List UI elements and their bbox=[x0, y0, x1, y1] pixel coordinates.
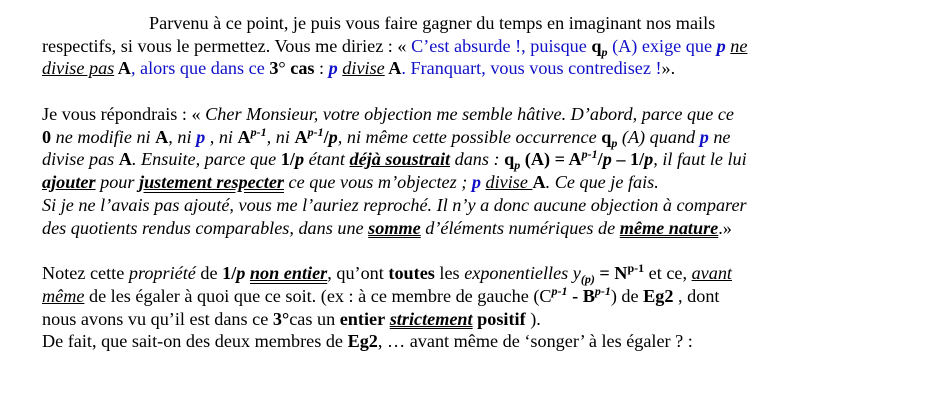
bold-text: entier bbox=[339, 308, 386, 329]
paragraph-2-line-6 bbox=[42, 217, 922, 240]
math-exponent: p-1 bbox=[581, 147, 598, 162]
text-run: les bbox=[434, 263, 465, 284]
math-p: p bbox=[716, 35, 726, 56]
math-A: A bbox=[237, 126, 251, 147]
paragraph-3-line-1 bbox=[42, 262, 922, 285]
math-formula: - B bbox=[567, 285, 595, 306]
italic-text: dans : bbox=[450, 149, 505, 170]
text-run: De fait, que sait-on des deux membres de bbox=[42, 331, 348, 352]
emphasis-text: déjà soustrait bbox=[349, 149, 451, 170]
italic-text: des quotients rendus comparables, dans une bbox=[42, 217, 369, 238]
math-exponent: p-1 bbox=[594, 283, 611, 298]
text-run: respectifs, si vous le permettez. Vous me diriez : « bbox=[42, 35, 412, 56]
paragraph-2-line-1 bbox=[42, 103, 922, 126]
italic-text: , ni bbox=[168, 126, 197, 147]
paragraph-3-line-2 bbox=[42, 285, 922, 308]
math-A: A bbox=[118, 149, 132, 170]
text-run: nous avons vu qu’il est dans ce bbox=[42, 308, 273, 329]
text-run: ° bbox=[278, 58, 291, 79]
math-one: 1 bbox=[222, 263, 232, 284]
italic-text: Cher Monsieur, votre objection me semble hâtive. D’abord, parce que ce bbox=[205, 104, 734, 125]
math-formula: – 1/ bbox=[611, 149, 645, 170]
math-p: p bbox=[514, 158, 521, 173]
math-exponent: p-1 bbox=[627, 261, 645, 276]
emphasis-text: même bbox=[42, 285, 85, 306]
italic-text: Si je ne l’avais pas ajouté, vous me l’auriez reproché. Il n’y a donc aucune objection à comparer bbox=[42, 194, 747, 215]
emphasis-text: ne bbox=[730, 35, 748, 56]
math-p: p bbox=[611, 135, 618, 150]
math-slash: / bbox=[231, 263, 237, 284]
text-run: ) de bbox=[610, 285, 644, 306]
italic-text: exponentielles y bbox=[464, 263, 581, 284]
math-A: A bbox=[114, 58, 131, 79]
math-p: p bbox=[601, 44, 608, 59]
italic-text: ne bbox=[708, 126, 731, 147]
paragraph-gap bbox=[42, 239, 922, 262]
text-run: .» bbox=[718, 217, 732, 238]
bold-text: positif bbox=[477, 308, 526, 329]
italic-text: d’éléments numériques de bbox=[420, 217, 620, 238]
math-slash: / bbox=[597, 149, 603, 170]
italic-text: , ni même cette possible occurrence bbox=[337, 126, 602, 147]
text-run: , qu’ont bbox=[327, 263, 389, 284]
text-run: de les égaler à quoi que ce soit. (ex : à ce membre de gauche (C bbox=[84, 285, 552, 306]
paragraph-1-line-1 bbox=[42, 12, 922, 35]
text-run: Je vous répondrais : « bbox=[42, 104, 206, 125]
text-run: , … avant même de ‘songer’ à les égaler ? : bbox=[377, 331, 693, 352]
text-run: Parvenu à ce point, je puis vous faire gagner du temps en imaginant nos mails bbox=[149, 13, 716, 33]
math-one: 1 bbox=[280, 149, 290, 170]
math-A: A bbox=[384, 58, 402, 79]
math-exponent: p-1 bbox=[250, 124, 267, 139]
emphasis-text: divise bbox=[485, 172, 533, 193]
text-run: : bbox=[314, 58, 329, 79]
math-A: A bbox=[294, 126, 308, 147]
quote-text: , alors que dans ce bbox=[130, 58, 270, 79]
text-run: cas un bbox=[289, 308, 340, 329]
paragraph-3-line-4 bbox=[42, 330, 922, 353]
emphasis-text: ajouter bbox=[42, 172, 96, 193]
math-q: q bbox=[504, 149, 515, 170]
math-p: p bbox=[602, 149, 612, 170]
emphasis-text: divise pas bbox=[42, 58, 115, 79]
math-subscript: (p) bbox=[580, 272, 595, 287]
emphasis-text: justement respecter bbox=[139, 172, 284, 193]
text-run: et ce, bbox=[644, 263, 692, 284]
paragraph-2-line-2 bbox=[42, 126, 922, 149]
math-q: q bbox=[591, 35, 602, 56]
text-run: ». bbox=[661, 58, 676, 79]
italic-text: (A) quand bbox=[617, 126, 700, 147]
emphasis-text: non entier bbox=[249, 263, 328, 284]
emphasis-text: strictement bbox=[389, 308, 473, 329]
emphasis-text: avant bbox=[691, 263, 732, 284]
math-p: p bbox=[196, 126, 206, 147]
italic-text: , ni bbox=[205, 126, 238, 147]
paragraph-3-line-3 bbox=[42, 308, 922, 331]
paragraph-1-line-2 bbox=[42, 35, 922, 58]
math-q: q bbox=[601, 126, 612, 147]
bold-text: toutes bbox=[388, 263, 435, 284]
emphasis-text: même nature bbox=[619, 217, 719, 238]
quote-text: C’est absurde !, puisque bbox=[411, 35, 592, 56]
italic-text: , ni bbox=[266, 126, 295, 147]
paragraph-1-line-3 bbox=[42, 57, 922, 80]
italic-text: ne modifie ni bbox=[51, 126, 156, 147]
math-p: p bbox=[328, 126, 338, 147]
math-formula: (A) = A bbox=[520, 149, 582, 170]
paragraph-2-line-3 bbox=[42, 148, 922, 171]
math-zero: 0 bbox=[42, 126, 52, 147]
italic-text: , il faut le lui bbox=[653, 149, 747, 170]
italic-text: . Ce que je fais. bbox=[545, 172, 659, 193]
text-run: ). bbox=[525, 308, 541, 329]
math-p: p bbox=[328, 58, 338, 79]
text-run: , dont bbox=[673, 285, 720, 306]
italic-text: ce que vous m’objectez ; bbox=[284, 172, 472, 193]
quote-text: . Franquart, vous vous contredisez ! bbox=[401, 58, 662, 79]
paragraph-gap bbox=[42, 80, 922, 103]
math-p: p bbox=[236, 263, 246, 284]
math-slash: / bbox=[323, 126, 329, 147]
emphasis-text: divise bbox=[342, 58, 385, 79]
paragraph-2-line-4 bbox=[42, 171, 922, 194]
case-label: cas bbox=[290, 58, 315, 79]
italic-text: . Ensuite, parce que bbox=[131, 149, 281, 170]
math-p: p bbox=[644, 149, 654, 170]
math-p: p bbox=[699, 126, 709, 147]
math-p: p bbox=[471, 172, 481, 193]
math-exponent: p-1 bbox=[307, 124, 324, 139]
case-number: 3° bbox=[272, 308, 290, 329]
case-number: 3 bbox=[269, 58, 279, 79]
italic-text: étant bbox=[304, 149, 350, 170]
math-exponent: p-1 bbox=[551, 283, 568, 298]
math-formula: = N bbox=[594, 263, 628, 284]
text-run: de bbox=[195, 263, 223, 284]
quote-text: (A) exige que bbox=[607, 35, 717, 56]
italic-text: pour bbox=[95, 172, 140, 193]
italic-text: propriété bbox=[128, 263, 196, 284]
paragraph-2-line-5 bbox=[42, 194, 922, 217]
emphasis-text: somme bbox=[368, 217, 421, 238]
math-A: A bbox=[155, 126, 169, 147]
equation-ref: Eg2 bbox=[347, 331, 378, 352]
math-p: p bbox=[294, 149, 305, 170]
math-slash: / bbox=[289, 149, 295, 170]
italic-text: divise pas bbox=[42, 149, 119, 170]
equation-ref: Eg2 bbox=[643, 285, 674, 306]
document-page bbox=[42, 12, 922, 353]
math-A: A bbox=[532, 172, 546, 193]
text-run: Notez cette bbox=[42, 263, 129, 284]
